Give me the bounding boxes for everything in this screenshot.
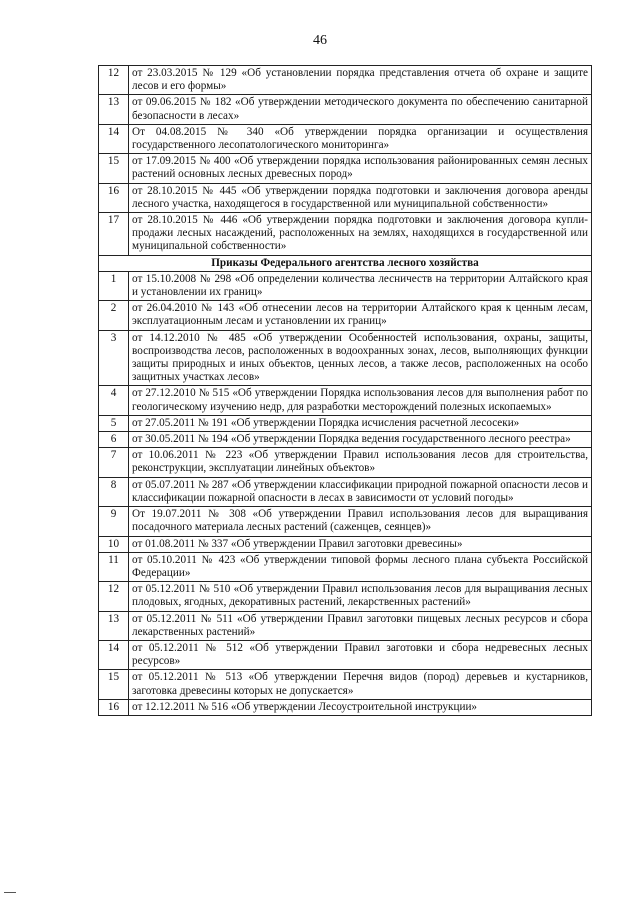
row-number: 12 [99,66,129,95]
table-row [99,552,592,581]
table-row [99,415,592,431]
table-row [99,507,592,536]
row-text: от 05.12.2011 № 513 «Об утверждении Перечня видов (пород) деревьев и кустарников, заготовка древесины которых не допускается» [129,670,592,699]
row-text: от 23.03.2015 № 129 «Об установлении порядка представления отчета об охране и защите лесов и его формы» [129,66,592,95]
row-number: 2 [99,301,129,330]
row-text: от 01.08.2011 № 337 «Об утверждении Правил заготовки древесины» [129,536,592,552]
row-number: 11 [99,552,129,581]
row-text: от 28.10.2015 № 445 «Об утверждении порядка подготовки и заключения договора аренды лесного участка, находящегося в государственной или муниципальной собственности» [129,183,592,212]
row-text: от 05.10.2011 № 423 «Об утверждении типовой формы лесного плана субъекта Российской Федерации» [129,552,592,581]
table-row [99,271,592,300]
row-number: 7 [99,448,129,477]
table-row [99,95,592,124]
row-number: 6 [99,432,129,448]
row-number: 8 [99,477,129,506]
table-row [99,611,592,640]
row-number: 13 [99,611,129,640]
table-row [99,213,592,256]
row-text: от 17.09.2015 № 400 «Об утверждении порядка использования районированных семян лесных растений основных лесных древесных пород» [129,154,592,183]
row-number: 15 [99,670,129,699]
table-row [99,536,592,552]
table-row [99,670,592,699]
row-number: 14 [99,640,129,669]
page-number: 46 [313,33,327,48]
row-number: 17 [99,213,129,256]
row-text: От 19.07.2011 № 308 «Об утверждении Правил использования лесов для выращивания посадочного материала лесных растений (саженцев, сеянцев)» [129,507,592,536]
row-number: 16 [99,699,129,715]
table-row [99,66,592,95]
row-number: 16 [99,183,129,212]
table-row [99,330,592,386]
table-row [99,183,592,212]
row-number: 13 [99,95,129,124]
table-row [99,640,592,669]
table-row [99,699,592,715]
table-row [99,582,592,611]
table-row [99,386,592,415]
section-heading: Приказы Федерального агентства лесного хозяйства [99,255,592,271]
row-text: от 10.06.2011 № 223 «Об утверждении Правил использования лесов для строительства, реконструкции, эксплуатации линейных объектов» [129,448,592,477]
row-text: от 12.12.2011 № 516 «Об утверждении Лесоустроительной инструкции» [129,699,592,715]
row-text: от 05.07.2011 № 287 «Об утверждении классификации природной пожарной опасности лесов и классификации пожарной опасности в лесах в зависимости от условий погоды» [129,477,592,506]
row-number: 14 [99,124,129,153]
row-number: 15 [99,154,129,183]
row-text: от 09.06.2015 № 182 «Об утверждении методического документа по обеспечению санитарной безопасности в лесах» [129,95,592,124]
row-text: От 04.08.2015 № 340 «Об утверждении порядка организации и осуществления государственного лесопатологического мониторинга» [129,124,592,153]
row-text: от 05.12.2011 № 512 «Об утверждении Правил заготовки и сбора недревесных лесных ресурсов» [129,640,592,669]
scan-edge-mark [4,892,16,893]
table-row [99,154,592,183]
row-number: 9 [99,507,129,536]
row-number: 1 [99,271,129,300]
table-row [99,432,592,448]
row-text: от 05.12.2011 № 511 «Об утверждении Правил заготовки пищевых лесных ресурсов и сбора лекарственных растений» [129,611,592,640]
table-row [99,477,592,506]
row-text: от 28.10.2015 № 446 «Об утверждении порядка подготовки и заключения договора купли-продажи лесных насаждений, расположенных на землях, находящихся в государственной или муниципальной собственности» [129,213,592,256]
row-text: от 14.12.2010 № 485 «Об утверждении Особенностей использования, охраны, защиты, воспроизводства лесов, расположенных в водоохранных зонах, лесов, выполняющих функции защиты природных и иных объектов, ценных лесов, а также лесов, расположенных на особо защитных участках лесов» [129,330,592,386]
table-row [99,124,592,153]
row-number: 3 [99,330,129,386]
row-text: от 05.12.2011 № 510 «Об утверждении Правил использования лесов для выращивания лесных плодовых, ягодных, декоративных растений, лекарственных растений» [129,582,592,611]
row-text: от 30.05.2011 № 194 «Об утверждении Порядка ведения государственного лесного реестра» [129,432,592,448]
row-text: от 15.10.2008 № 298 «Об определении количества лесничеств на территории Алтайского края и установлении их границ» [129,271,592,300]
section-row [99,255,592,271]
orders-table [98,65,592,716]
row-text: от 27.05.2011 № 191 «Об утверждении Порядка исчисления расчетной лесосеки» [129,415,592,431]
row-number: 10 [99,536,129,552]
row-text: от 27.12.2010 № 515 «Об утверждении Порядка использования лесов для выполнения работ по геологическому изучению недр, для разработки месторождений полезных ископаемых» [129,386,592,415]
table-row [99,301,592,330]
row-number: 12 [99,582,129,611]
table-row [99,448,592,477]
row-number: 5 [99,415,129,431]
row-text: от 26.04.2010 № 143 «Об отнесении лесов на территории Алтайского края к ценным лесам, эксплуатационным лесам и установлении их границ» [129,301,592,330]
row-number: 4 [99,386,129,415]
